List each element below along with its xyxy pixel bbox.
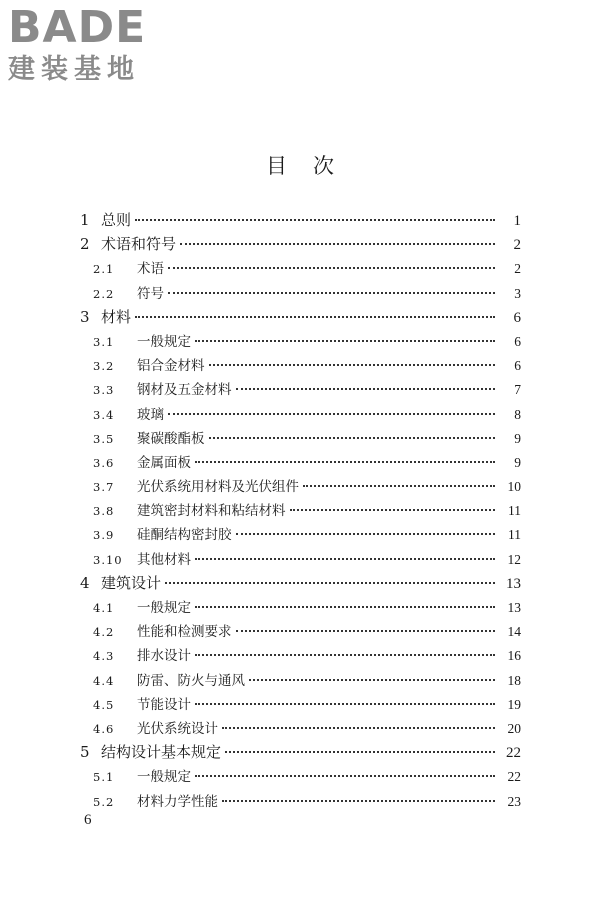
toc-entry[interactable] bbox=[76, 765, 521, 789]
toc-entry[interactable] bbox=[76, 717, 521, 741]
logo bbox=[8, 2, 178, 86]
toc-entry-page: 7 bbox=[514, 382, 521, 398]
toc-entry[interactable] bbox=[76, 451, 521, 475]
toc-entry[interactable] bbox=[76, 209, 521, 233]
toc-leader-dots bbox=[195, 654, 495, 656]
toc-entry-title: 建筑密封材料和粘结材料 bbox=[137, 503, 286, 520]
toc-leader-dots bbox=[135, 219, 495, 221]
toc-entry-number: 3.2 bbox=[93, 359, 115, 374]
toc-entry-number: 3.4 bbox=[93, 407, 115, 422]
toc-entry-page: 11 bbox=[508, 527, 521, 543]
toc-entry-page: 9 bbox=[514, 430, 521, 446]
toc-leader-dots bbox=[236, 630, 496, 632]
toc-leader-dots bbox=[222, 800, 495, 802]
toc-leader-dots bbox=[195, 340, 495, 342]
logo-subtitle: 建装基地 bbox=[8, 54, 140, 85]
toc-entry-title: 术语和符号 bbox=[101, 235, 177, 254]
toc-entry-number: 4.1 bbox=[93, 601, 115, 615]
toc-entry-number: 4.3 bbox=[93, 649, 115, 664]
logo-wordmark: BADE bbox=[8, 2, 147, 53]
toc-leader-dots bbox=[209, 364, 496, 366]
toc-leader-dots bbox=[195, 606, 495, 608]
toc-entry[interactable] bbox=[76, 596, 521, 620]
toc-entry-number: 4.2 bbox=[93, 625, 115, 640]
toc-entry-title: 排水设计 bbox=[137, 648, 191, 665]
toc-entry-page: 6 bbox=[513, 309, 521, 326]
toc-leader-dots bbox=[209, 437, 496, 439]
toc-entry-title: 一般规定 bbox=[137, 769, 191, 786]
toc-entry-number: 3.6 bbox=[93, 455, 115, 470]
toc-entry-title: 材料 bbox=[101, 307, 132, 326]
toc-leader-dots bbox=[168, 292, 495, 294]
toc-leader-dots bbox=[225, 751, 495, 753]
toc-entry-title: 总则 bbox=[101, 211, 132, 229]
toc-entry-number: 4 bbox=[80, 573, 90, 592]
toc-entry[interactable] bbox=[76, 790, 521, 814]
toc-entry-title: 光伏系统用材料及光伏组件 bbox=[137, 479, 299, 496]
toc-entry-page: 20 bbox=[507, 720, 521, 736]
toc-entry-title: 一般规定 bbox=[137, 600, 191, 616]
toc-entry-page: 14 bbox=[507, 624, 521, 640]
toc-entry-number: 4.4 bbox=[93, 673, 115, 688]
toc-entry[interactable] bbox=[76, 572, 521, 596]
toc-leader-dots bbox=[165, 582, 495, 584]
toc-entry-number: 3.8 bbox=[93, 504, 115, 519]
toc-entry-title: 防雷、防火与通风 bbox=[137, 672, 245, 689]
toc-entry-page: 2 bbox=[513, 237, 521, 254]
toc-entry-title: 光伏系统设计 bbox=[137, 720, 218, 737]
toc-leader-dots bbox=[168, 267, 495, 269]
toc-entry-title: 术语 bbox=[137, 261, 164, 278]
page-title: 目次 bbox=[266, 154, 360, 178]
toc-entry-page: 22 bbox=[506, 745, 521, 762]
toc-entry-title: 聚碳酸酯板 bbox=[137, 430, 205, 447]
toc-entry[interactable] bbox=[76, 330, 521, 354]
toc-entry[interactable] bbox=[76, 427, 521, 451]
toc-entry[interactable] bbox=[76, 499, 521, 523]
toc-entry-page: 19 bbox=[507, 696, 521, 712]
toc-entry-number: 5.1 bbox=[93, 770, 115, 785]
toc-leader-dots bbox=[222, 727, 495, 729]
toc-entry-title: 建筑设计 bbox=[101, 573, 162, 592]
toc-leader-dots bbox=[135, 316, 495, 318]
toc-entry[interactable] bbox=[76, 741, 521, 765]
toc-entry[interactable] bbox=[76, 378, 521, 402]
toc-entry[interactable] bbox=[76, 644, 521, 668]
toc-entry-number: 3.7 bbox=[93, 480, 115, 495]
toc-entry-title: 节能设计 bbox=[137, 696, 191, 713]
toc-entry-page: 18 bbox=[507, 672, 521, 688]
toc-entry[interactable] bbox=[76, 233, 521, 257]
toc-leader-dots bbox=[236, 388, 496, 390]
toc-entry-number: 4.6 bbox=[93, 721, 115, 736]
toc-entry-title: 性能和检测要求 bbox=[137, 624, 232, 641]
page-number: 6 bbox=[84, 812, 92, 828]
toc-entry[interactable] bbox=[76, 306, 521, 330]
toc-entry-number: 3.9 bbox=[93, 528, 115, 543]
toc-entry[interactable] bbox=[76, 669, 521, 693]
toc-leader-dots bbox=[180, 243, 495, 245]
toc-entry-title: 符号 bbox=[137, 285, 164, 302]
toc-entry-title: 铝合金材料 bbox=[137, 358, 205, 375]
toc-leader-dots bbox=[303, 485, 495, 487]
toc-entry[interactable] bbox=[76, 693, 521, 717]
toc-entry[interactable] bbox=[76, 548, 521, 572]
toc-entry-number: 5.2 bbox=[93, 794, 115, 809]
toc-entry-title: 一般规定 bbox=[137, 333, 191, 350]
toc-entry-page: 16 bbox=[507, 648, 521, 664]
toc-entry[interactable] bbox=[76, 403, 521, 427]
toc-entry-title: 其他材料 bbox=[137, 551, 191, 568]
toc-entry-page: 12 bbox=[507, 551, 521, 567]
toc-entry-number: 2.1 bbox=[93, 262, 115, 277]
toc-entry-title: 玻璃 bbox=[137, 406, 164, 423]
toc-leader-dots bbox=[249, 679, 495, 681]
toc-entry-page: 22 bbox=[507, 769, 521, 785]
toc-entry[interactable] bbox=[76, 475, 521, 499]
toc-entry-page: 11 bbox=[508, 503, 521, 519]
toc-entry-number: 3.5 bbox=[93, 431, 115, 446]
toc-entry-title: 钢材及五金材料 bbox=[137, 382, 232, 399]
table-of-contents bbox=[76, 209, 521, 814]
toc-entry-page: 23 bbox=[507, 793, 521, 809]
toc-entry-title: 材料力学性能 bbox=[137, 793, 218, 810]
toc-entry-number: 3 bbox=[80, 307, 90, 326]
toc-entry-number: 1 bbox=[80, 211, 90, 229]
toc-entry-number: 2.2 bbox=[93, 286, 115, 301]
toc-leader-dots bbox=[195, 775, 495, 777]
toc-entry[interactable] bbox=[76, 523, 521, 547]
toc-leader-dots bbox=[168, 413, 495, 415]
toc-entry-page: 3 bbox=[514, 285, 521, 301]
toc-entry-number: 3.3 bbox=[93, 383, 115, 398]
toc-entry-title: 硅酮结构密封胶 bbox=[137, 527, 232, 544]
toc-entry-page: 13 bbox=[507, 600, 521, 615]
toc-entry-title: 金属面板 bbox=[137, 454, 191, 471]
toc-entry-page: 9 bbox=[514, 454, 521, 470]
toc-entry[interactable] bbox=[76, 354, 521, 378]
toc-entry-number: 4.5 bbox=[93, 697, 115, 712]
toc-entry-page: 10 bbox=[507, 479, 521, 495]
toc-entry-page: 13 bbox=[506, 575, 521, 592]
toc-entry-page: 1 bbox=[513, 213, 521, 229]
toc-entry-number: 3.10 bbox=[93, 552, 123, 567]
toc-entry[interactable] bbox=[76, 620, 521, 644]
toc-entry-number: 2 bbox=[80, 235, 90, 254]
toc-leader-dots bbox=[236, 533, 496, 535]
toc-leader-dots bbox=[195, 558, 495, 560]
toc-entry-page: 6 bbox=[514, 358, 521, 374]
toc-leader-dots bbox=[195, 461, 495, 463]
toc-entry-page: 8 bbox=[514, 406, 521, 422]
toc-entry-title: 结构设计基本规定 bbox=[101, 743, 222, 762]
toc-entry-number: 3.1 bbox=[93, 334, 115, 349]
toc-entry-page: 2 bbox=[514, 261, 521, 277]
toc-entry[interactable] bbox=[76, 282, 521, 306]
toc-leader-dots bbox=[195, 703, 495, 705]
toc-entry-page: 6 bbox=[514, 333, 521, 349]
toc-entry-number: 5 bbox=[80, 743, 90, 762]
toc-leader-dots bbox=[290, 509, 496, 511]
toc-entry[interactable] bbox=[76, 257, 521, 281]
